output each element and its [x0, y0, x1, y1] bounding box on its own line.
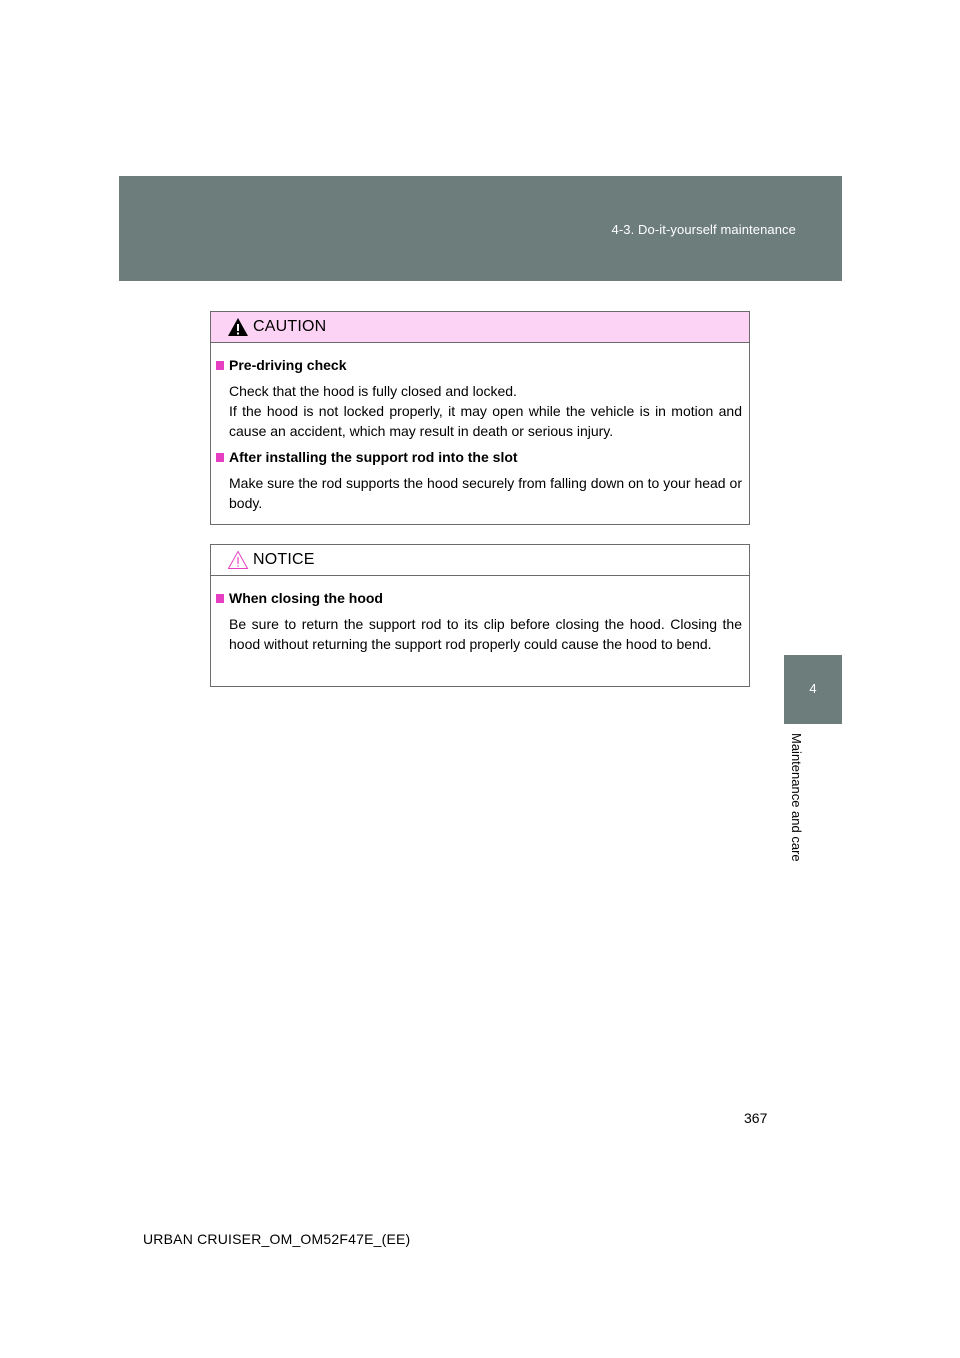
item-heading: When closing the hood: [229, 590, 383, 606]
notice-title: NOTICE: [253, 551, 315, 568]
caution-item: [216, 355, 742, 441]
page-number: 367: [744, 1110, 768, 1126]
warning-outline-icon: [227, 550, 249, 570]
section-title: 4-3. Do-it-yourself maintenance: [611, 222, 796, 237]
chapter-label: Maintenance and care: [789, 733, 804, 862]
item-heading: Pre-driving check: [229, 357, 347, 373]
square-bullet-icon: [216, 453, 224, 462]
notice-box: [210, 544, 750, 687]
caution-box: [210, 311, 750, 525]
item-heading: After installing the support rod into the slot: [229, 449, 518, 465]
item-text-line: Make sure the rod supports the hood securely from falling down on to your head or body.: [229, 475, 742, 511]
caution-title: CAUTION: [253, 318, 327, 335]
chapter-tab: [784, 655, 842, 724]
item-text-line: If the hood is not locked properly, it may open while the vehicle is in motion and cause an accident, which may result in death or serious injury.: [229, 403, 742, 439]
item-text-line: Check that the hood is fully closed and locked.: [229, 383, 517, 399]
document-code: URBAN CRUISER_OM_OM52F47E_(EE): [143, 1231, 411, 1247]
notice-item: [216, 588, 742, 654]
chapter-number: 4: [809, 681, 817, 696]
item-text-line: Be sure to return the support rod to its clip before closing the hood. Closing the hood without returning the support rod properly could cause the hood to bend.: [229, 616, 742, 652]
caution-item: [216, 447, 742, 513]
caution-header: [211, 312, 749, 343]
notice-header: [211, 545, 749, 576]
square-bullet-icon: [216, 594, 224, 603]
header-band: [119, 176, 842, 281]
warning-filled-icon: [227, 317, 249, 337]
square-bullet-icon: [216, 361, 224, 370]
